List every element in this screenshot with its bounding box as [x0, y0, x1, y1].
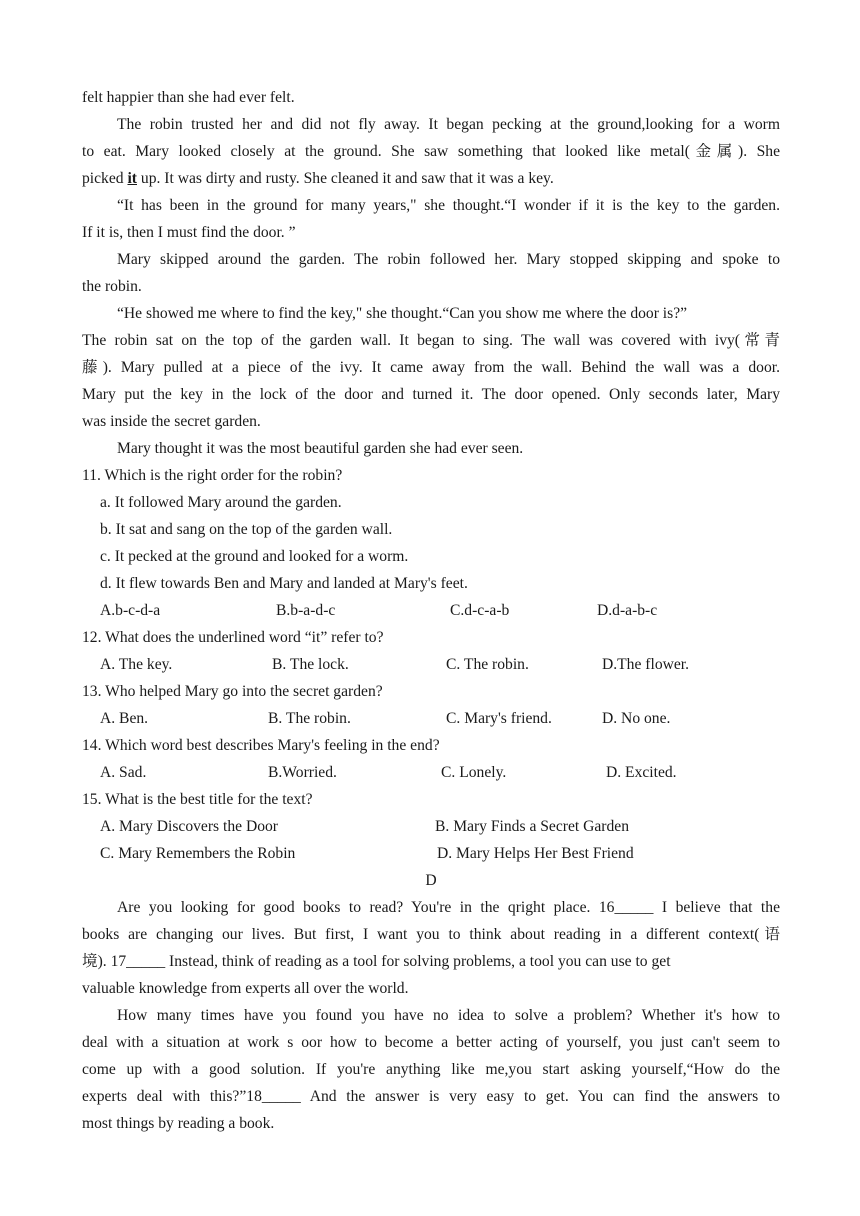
- paragraph-line: experts deal with this?”18_____ And the answer is very easy to get. You can find the answers to: [82, 1088, 780, 1105]
- option-c[interactable]: C.d-c-a-b: [450, 602, 510, 619]
- paragraph-line: was inside the secret garden.: [82, 413, 261, 430]
- paragraph-line: felt happier than she had ever felt.: [82, 89, 295, 106]
- option-row: [82, 759, 780, 786]
- option-a[interactable]: A. Mary Discovers the Door: [100, 818, 278, 835]
- option-c[interactable]: C. Lonely.: [441, 764, 507, 781]
- question-stem: 12. What does the underlined word “it” refer to?: [82, 629, 384, 646]
- paragraph-line: Mary skipped around the garden. The robin followed her. Mary stopped skipping and spoke to: [117, 251, 780, 268]
- paragraph-line: Mary thought it was the most beautiful garden she had ever seen.: [117, 440, 524, 457]
- option-c[interactable]: C. Mary's friend.: [446, 710, 552, 727]
- paragraph-line: most things by reading a book.: [82, 1115, 275, 1132]
- paragraph-line: valuable knowledge from experts all over the world.: [82, 980, 409, 997]
- paragraph-line: Mary put the key in the lock of the door and turned it. The door opened. Only seconds later, Mary: [82, 386, 780, 403]
- paragraph-line: If it is, then I must find the door. ”: [82, 224, 296, 241]
- option-row: [82, 651, 780, 678]
- text-span: up. It was dirty and rusty. She cleaned it and saw that it was a key.: [137, 170, 554, 187]
- underlined-word-it: it: [127, 170, 137, 187]
- option-b[interactable]: B.b-a-d-c: [276, 602, 336, 619]
- option-d[interactable]: D. Excited.: [606, 764, 677, 781]
- question-item: c. It pecked at the ground and looked for a worm.: [100, 548, 409, 565]
- text-span: picked: [82, 170, 128, 187]
- option-row: [82, 813, 780, 840]
- question-item: d. It flew towards Ben and Mary and landed at Mary's feet.: [100, 575, 468, 592]
- option-b[interactable]: B. Mary Finds a Secret Garden: [435, 818, 630, 835]
- paragraph-line: deal with a situation at work s oor how to become a better acting of yourself, you just can't seem to: [82, 1034, 780, 1051]
- option-b[interactable]: B. The lock.: [272, 656, 349, 673]
- option-a[interactable]: A. Ben.: [100, 710, 149, 727]
- paragraph-line: to eat. Mary looked closely at the ground. She saw something that looked like metal(金属). She: [82, 143, 780, 160]
- paragraph-line: come up with a good solution. If you're anything like me,you start asking yourself,“How do the: [82, 1061, 780, 1078]
- question-item: a. It followed Mary around the garden.: [100, 494, 342, 511]
- option-d[interactable]: D. No one.: [602, 710, 671, 727]
- paragraph-line: Are you looking for good books to read? You're in the qright place. 16_____ I believe that the: [117, 899, 780, 916]
- option-a[interactable]: A. The key.: [100, 656, 173, 673]
- paragraph-line: The robin trusted her and did not fly away. It began pecking at the ground,looking for a worm: [117, 116, 780, 133]
- question-stem: 13. Who helped Mary go into the secret garden?: [82, 683, 383, 700]
- option-c[interactable]: C. Mary Remembers the Robin: [100, 845, 296, 862]
- paragraph-line: “He showed me where to find the key," she thought.“Can you show me where the door is?”: [117, 305, 688, 322]
- question-item: b. It sat and sang on the top of the garden wall.: [100, 521, 393, 538]
- paragraph-line: “It has been in the ground for many years," she thought.“I wonder if it is the key to the garden.: [117, 197, 780, 214]
- paragraph-line: [82, 165, 780, 192]
- option-row: [82, 597, 780, 624]
- option-a[interactable]: A.b-c-d-a: [100, 602, 161, 619]
- paragraph-line: the robin.: [82, 278, 142, 295]
- paragraph-line: 藤). Mary pulled at a piece of the ivy. It came away from the wall. Behind the wall was a door.: [82, 359, 780, 376]
- paragraph-line: books are changing our lives. But first, I want you to think about reading in a different context(语: [82, 926, 780, 943]
- question-stem: 14. Which word best describes Mary's feeling in the end?: [82, 737, 440, 754]
- question-stem: 11. Which is the right order for the robin?: [82, 467, 343, 484]
- option-b[interactable]: B.Worried.: [268, 764, 337, 781]
- option-c[interactable]: C. The robin.: [446, 656, 529, 673]
- option-d[interactable]: D. Mary Helps Her Best Friend: [437, 845, 634, 862]
- section-heading: D: [425, 872, 437, 889]
- option-d[interactable]: D.The flower.: [602, 656, 690, 673]
- paragraph-line: How many times have you found you have no idea to solve a problem? Whether it's how to: [117, 1007, 780, 1024]
- question-stem: 15. What is the best title for the text?: [82, 791, 313, 808]
- option-b[interactable]: B. The robin.: [268, 710, 351, 727]
- option-d[interactable]: D.d-a-b-c: [597, 602, 658, 619]
- option-row: [82, 840, 780, 867]
- paragraph-line: 境). 17_____ Instead, think of reading as a tool for solving problems, a tool you can use to get: [82, 953, 671, 970]
- option-a[interactable]: A. Sad.: [100, 764, 147, 781]
- paragraph-line: The robin sat on the top of the garden wall. It began to sing. The wall was covered with ivy(常青: [82, 332, 780, 349]
- option-row: [82, 705, 780, 732]
- document-page: [82, 84, 780, 1137]
